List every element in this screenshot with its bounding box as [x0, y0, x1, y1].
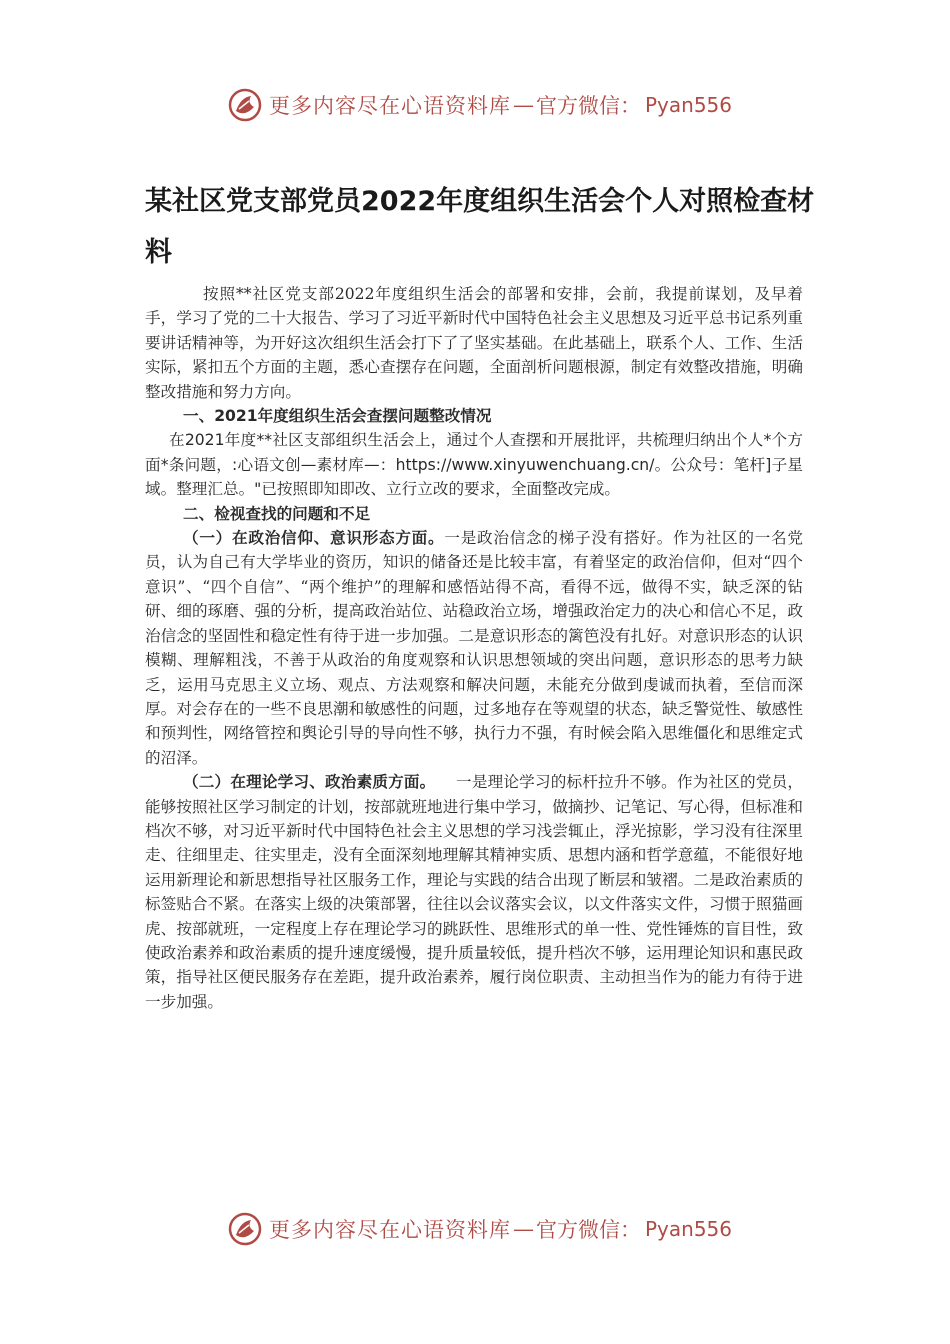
book-logo-icon	[227, 87, 263, 123]
subsection2-body: 一是理论学习的标杆拉升不够。作为社区的党员，能够按照社区学习制定的计划，按部就班地进行集中学习，做摘抄、记笔记、写心得，但标准和档次不够，对习近平新时代中国特色社会主义思想的学习浅尝辄止，浮光掠影，学习没有往深里走、往细里走、往实里走，没有全面深刻地理解其精神实质、思想内涵和哲学意蕴，不能很好地运用新理论和新思想指导社区服务工作，理论与实践的结合出现了断层和皱褶。二是政治素质的标签贴合不紧。在落实上级的决策部署，往往以会议落实会议，以文件落实文件，习惯于照猫画虎、按部就班，一定程度上存在理论学习的跳跃性、思维形式的单一性、党性锤炼的盲目性，致使政治素养和政治素质的提升速度缓慢，提升质量较低，提升档次不够，运用理论知识和惠民政策，指导社区便民服务存在差距，提升政治素养，履行岗位职责、主动担当作为的能力有待于进一步加强。	[145, 773, 803, 1011]
banner-wechat-label: 官方微信：	[536, 1218, 641, 1242]
section2-heading: 二、检视查找的问题和不足	[183, 504, 371, 523]
subsection2-heading: （二）在理论学习、政治素质方面。	[183, 773, 436, 792]
section1-body: 在2021年度**社区支部组织生活会上，通过个人查摆和开展批评，共梳理归纳出个人*个方面*条问题，:心语文创—素材库—：https://www.xinyuwenchuang.cn/。公众号：笔杆]子星域。整理汇总。"已按照即知即改、立行立改的要求，全面整改完成。	[145, 431, 803, 499]
section1-heading: 一、2021年度组织生活会查摆问题整改情况	[183, 407, 492, 426]
subsection1-heading: （一）在政治信仰、意识形态方面。	[183, 529, 445, 548]
banner-wechat-id: Pyan556	[645, 93, 733, 117]
document-title: 某社区党支部党员2022年度组织生活会个人对照检查材料	[145, 186, 815, 268]
header-banner	[227, 85, 732, 125]
banner-separator: —	[513, 1217, 534, 1241]
banner-wechat-label: 官方微信：	[536, 94, 641, 118]
document-body	[145, 282, 803, 1014]
banner-wechat-id: Pyan556	[645, 1217, 733, 1241]
banner-main-text: 更多内容尽在心语资料库	[269, 94, 511, 118]
banner-main-text: 更多内容尽在心语资料库	[269, 1218, 511, 1242]
subsection2-paragraph	[145, 770, 803, 1014]
banner-separator: —	[513, 93, 534, 117]
intro-paragraph: 按照**社区党支部2022年度组织生活会的部署和安排，会前，我提前谋划，及早着手，学习了党的二十大报告、学习了习近平新时代中国特色社会主义思想及习近平总书记系列重要讲话精神等，为开好这次组织生活会打下了了坚实基础。在此基础上，联系个人、工作、生活实际，紧扣五个方面的主题，悉心查摆存在问题，全面剖析问题根源，制定有效整改措施，明确整改措施和努力方向。	[145, 285, 803, 401]
subsection1-paragraph	[145, 526, 803, 770]
footer-banner	[227, 1209, 732, 1249]
book-logo-icon	[227, 1211, 263, 1247]
subsection1-body: 一是政治信念的梯子没有搭好。作为社区的一名党员，认为自己有大学毕业的资历，知识的储备还是比较丰富，有着坚定的政治信仰，但对“四个意识”、“四个自信”、“两个维护”的理解和感悟站得不高，看得不远，做得不实，缺乏深的钻研、细的琢磨、强的分析，提高政治站位、站稳政治立场，增强政治定力的决心和信心不足，政治信念的坚固性和稳定性有待于进一步加强。二是意识形态的篱笆没有扎好。对意识形态的认识模糊、理解粗浅，不善于从政治的角度观察和认识思想领域的突出问题，意识形态的思考力缺乏，运用马克思主义立场、观点、方法观察和解决问题，未能充分做到虔诚而执着，至信而深厚。对会存在的一些不良思潮和敏感性的问题，过多地存在等观望的状态，缺乏警觉性、敏感性和预判性，网络管控和舆论引导的导向性不够，执行力不强，有时候会陷入思维僵化和思维定式的沼泽。	[145, 529, 803, 767]
